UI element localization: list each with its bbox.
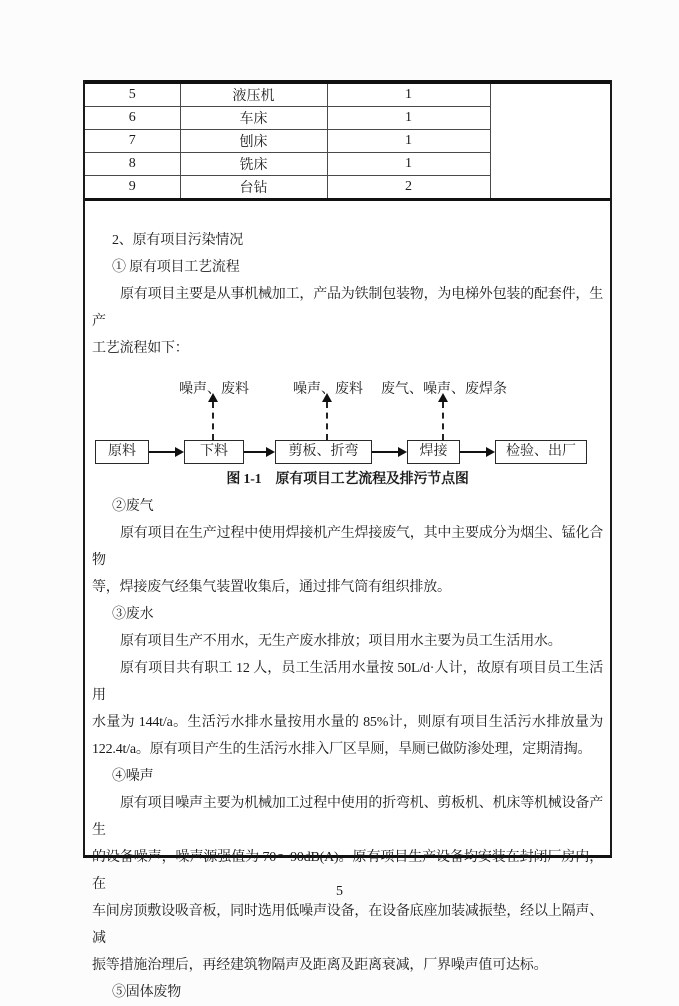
subsection-heading-gas: ②废气 [112, 499, 154, 514]
right-arrowhead-icon [486, 447, 495, 457]
subsection-heading-process: ① 原有项目工艺流程 [112, 260, 240, 275]
paragraph-line: 原有项目主要是从事机械加工，产品为铁制包装物，为电梯外包装的配套件，生产 [92, 287, 603, 329]
paragraph-line: 原有项目在生产过程中使用焊接机产生焊接废气，其中主要成分为烟尘、锰化合物 [92, 526, 603, 568]
equip-name: 铣床 [180, 153, 327, 176]
up-arrowhead-icon [322, 393, 332, 402]
flow-box-shearing-bending: 剪板、折弯 [275, 440, 372, 464]
equip-no: 8 [85, 153, 180, 176]
equip-name: 刨床 [180, 130, 327, 153]
emission-label: 噪声、废料 [293, 382, 363, 397]
up-arrowhead-icon [438, 393, 448, 402]
emission-label: 废气、噪声、废焊条 [381, 382, 507, 397]
paragraph-line: 原有项目生产不用水，无生产废水排放；项目用水主要为员工生活用水。 [120, 634, 562, 649]
equip-qty: 1 [327, 153, 490, 176]
subsection-heading-solid-waste: ⑤固体废物 [112, 985, 181, 1000]
flow-box-welding: 焊接 [407, 440, 460, 464]
right-arrowhead-icon [266, 447, 275, 457]
equip-no: 9 [85, 176, 180, 200]
paragraph-line: 车间房顶敷设吸音板，同时选用低噪声设备，在设备底座加装减振垫，经以上隔声、减 [92, 904, 603, 946]
equipment-table [85, 80, 610, 201]
paragraph-line: 水量为 144t/a。生活污水排水量按用水量的 85%计，则原有项目生活污水排放量为 [92, 715, 603, 730]
emission-label: 噪声、废料 [179, 382, 249, 397]
flow-arrow [149, 451, 177, 453]
paragraph-line: 工艺流程如下： [92, 341, 189, 356]
equip-qty: 1 [327, 130, 490, 153]
right-arrowhead-icon [175, 447, 184, 457]
page-number: 5 [336, 884, 343, 899]
figure-caption-text: 原有项目工艺流程及排污节点图 [275, 472, 469, 487]
equip-name: 液压机 [180, 82, 327, 107]
flow-arrow [460, 451, 488, 453]
table-row [85, 82, 610, 107]
equip-no: 5 [85, 82, 180, 107]
equip-name: 台钻 [180, 176, 327, 200]
table-empty-cell [490, 82, 610, 200]
dashed-emission-arrow [212, 402, 214, 440]
paragraph-line: 原有项目共有职工 12 人，员工生活用水量按 50L/d·人计，故原有项目员工生活用 [92, 661, 603, 703]
report-form-frame [83, 80, 612, 1000]
equip-qty: 1 [327, 107, 490, 130]
flow-box-cutting: 下料 [184, 440, 244, 464]
section-heading: 2、原有项目污染情况 [112, 233, 243, 248]
equip-qty: 1 [327, 82, 490, 107]
flow-arrow [244, 451, 268, 453]
paragraph-line: 122.4t/a。原有项目产生的生活污水排入厂区旱厕，旱厕已做防渗处理，定期清掏。 [92, 742, 592, 757]
dashed-emission-arrow [442, 402, 444, 440]
flow-box-inspection-shipping: 检验、出厂 [495, 440, 587, 464]
paragraph-line: 原有项目噪声主要为机械加工过程中使用的折弯机、剪板机、机床等机械设备产生 [92, 796, 603, 838]
figure-caption [92, 466, 603, 493]
paragraph-line: 的设备噪声，噪声源强值为 70～90dB(A)。原有项目生产设备均安装在封闭厂房内，在 [92, 850, 603, 892]
dashed-emission-arrow [326, 402, 328, 440]
subsection-heading-wastewater: ③废水 [112, 607, 154, 622]
equip-no: 6 [85, 107, 180, 130]
paragraph-line: 等，焊接废气经集气装置收集后，通过排气筒有组织排放。 [92, 580, 451, 595]
equip-no: 7 [85, 130, 180, 153]
paragraph-line: 振等措施治理后，再经建筑物隔声及距离及距离衰减，厂界噪声值可达标。 [92, 958, 548, 973]
process-flow-diagram [92, 366, 603, 466]
flow-arrow [372, 451, 400, 453]
right-arrowhead-icon [398, 447, 407, 457]
up-arrowhead-icon [208, 393, 218, 402]
figure-caption-label: 图 1-1 [226, 472, 262, 487]
equip-qty: 2 [327, 176, 490, 200]
flow-box-raw-material: 原料 [95, 440, 149, 464]
subsection-heading-noise: ④噪声 [112, 769, 154, 784]
equip-name: 车床 [180, 107, 327, 130]
